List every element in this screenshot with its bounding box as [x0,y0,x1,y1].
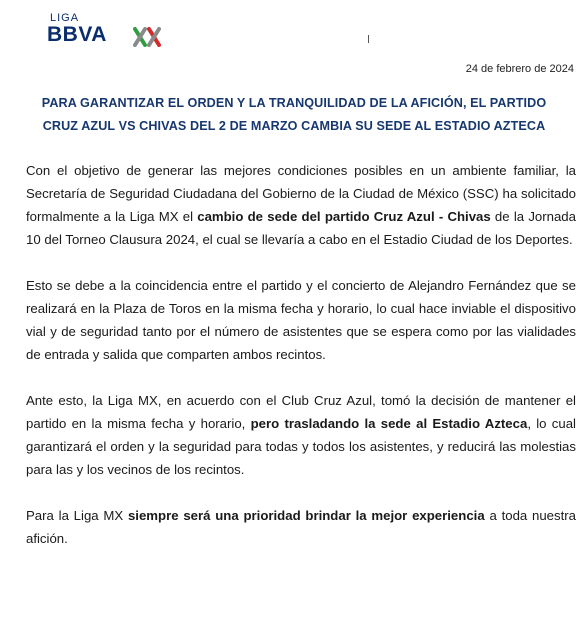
paragraph-3 [26,389,576,481]
paragraph-3-bold: pero trasladando la sede al Estadio Azteca [250,416,528,431]
paragraph-4 [26,504,576,550]
liga-mx-x-mark-icon [133,27,161,47]
paragraph-1-text: Con el objetivo de generar las mejores condiciones posibles en un ambiente familiar, la Secretaría de Seguridad Ciudadana del Gobierno de la Ciudad de México (SSC) ha solicitado formalmente a la Liga MX el [26,163,576,224]
paragraph-4-text-end: a toda nuestra afición. [26,508,577,546]
divider-mark [368,35,369,43]
paragraph-3-text: Ante esto, la Liga MX, en acuerdo con el Club Cruz Azul, tomó la decisión de mantener el partido en la misma fecha y horario, [26,393,576,431]
headline-line-2: CRUZ AZUL VS CHIVAS DEL 2 DE MARZO CAMBIA SU SEDE AL ESTADIO AZTECA [42,119,546,133]
paragraph-1-text-end: de la Jornada 10 del Torneo Clausura 2024, el cual se llevaría a cabo en el Estadio Ciudad de los Deportes. [26,209,576,247]
paragraph-1 [26,159,576,251]
publication-date: 24 de febrero de 2024 [465,63,574,75]
paragraph-2: Esto se debe a la coincidencia entre el partido y el concierto de Alejandro Fernández que se realizará en la Plaza de Toros en la misma fecha y horario, lo cual hace inviable el dispositivo vial y de seguridad tanto por el número de asistentes que se espera como por las vialidades de entrada y salida que comparten ambos recintos. [26,278,576,362]
paragraph-3-text-end: , lo cual garantizará el orden y la seguridad para todas y todos los asistentes, y reducirá las molestias para las y los vecinos de los recintos. [26,416,576,477]
paragraph-1-bold: cambio de sede del partido Cruz Azul - Chivas [197,209,491,224]
press-release-headline [18,92,570,138]
logo-liga-text: LIGA [50,12,80,24]
press-release-body [26,159,576,573]
logo-bbva-text: BBVA [47,23,107,46]
headline-line-1: PARA GARANTIZAR EL ORDEN Y LA TRANQUILIDAD DE LA AFICIÓN, EL PARTIDO [41,96,547,110]
paragraph-4-text: Para la Liga MX [26,508,128,523]
paragraph-4-bold: siempre será una prioridad brindar la mejor experiencia [127,508,485,523]
liga-bbva-logo [47,12,167,52]
